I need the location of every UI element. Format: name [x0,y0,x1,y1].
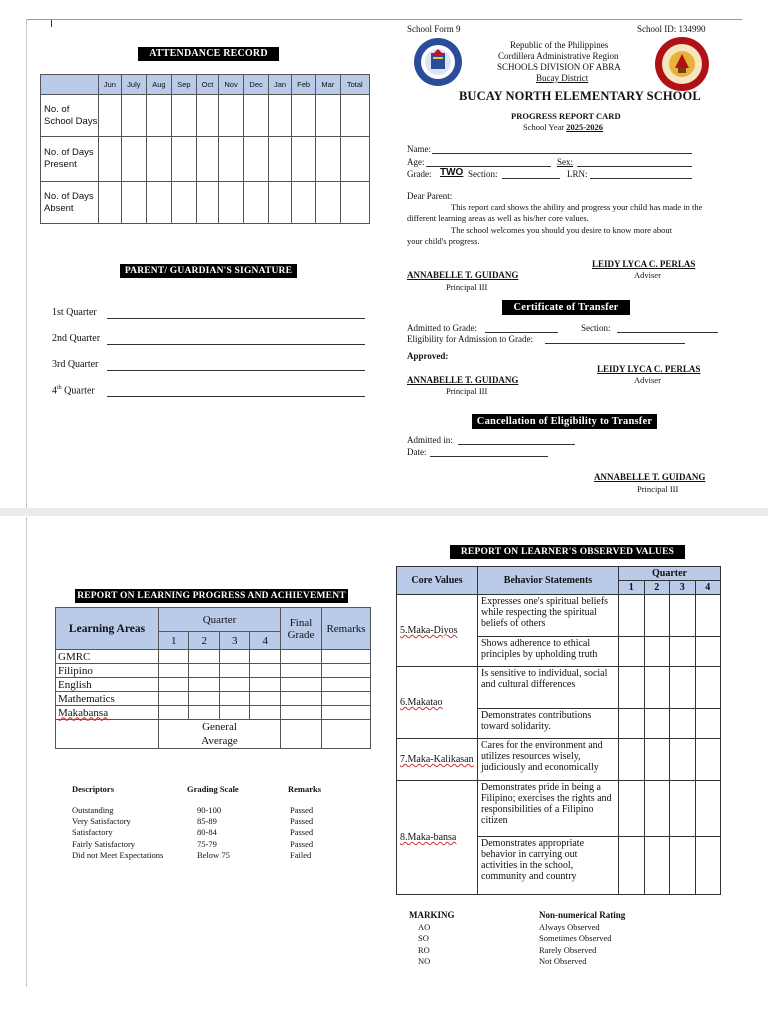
grading-desc-5: Did not Meet Expectations [72,850,164,860]
ov-stmt-2b: Demonstrates contributions toward solidarity. [478,709,619,739]
lp-area-filipino: Filipino [56,664,159,678]
att-head-nov: Nov [219,75,244,95]
greeting: Dear Parent: [407,191,453,201]
adviser-title-1: Adviser [634,270,661,280]
school-form: School Form 9 [407,24,461,34]
grading-scale-5: Below 75 [197,850,230,860]
att-head-aug: Aug [146,75,171,95]
lp-q4: 4 [250,632,281,650]
principal-title-1: Principal III [446,282,488,292]
date-line [430,456,548,457]
eligibility-line [545,343,685,344]
principal-name-3: ANNABELLE T. GUIDANG [594,472,706,482]
cancel-title: Cancellation of Eligibility to Transfer [472,414,657,429]
rating-ao: Always Observed [539,922,600,932]
ov-head-quarter: Quarter [619,567,721,581]
q4-num: 4 [52,385,57,397]
sex-line [577,166,692,167]
principal-name-2: ANNABELLE T. GUIDANG [407,375,519,385]
att-head-feb: Feb [291,75,315,95]
ov-head-core: Core Values [397,567,478,595]
quarter-2-line [107,344,365,345]
ov-value-1: 5.Maka-Diyos [397,595,478,667]
lp-q3: 3 [219,632,249,650]
transfer-section-label: Section: [581,323,611,333]
quarter-4-line [107,396,365,397]
section-line [502,178,560,179]
rating-no: Not Observed [539,956,587,966]
grading-head-remarks: Remarks [288,784,322,794]
section-label: Section: [468,169,498,179]
eligibility-label: Eligibility for Admission to Grade: [407,334,533,344]
school-id: School ID: 134990 [637,24,706,34]
ov-q2: 2 [644,581,670,595]
att-row-present: No. of Days Present [41,137,99,182]
att-head-sep: Sep [171,75,196,95]
grade-label: Grade: [407,169,432,179]
grading-head-desc: Descriptors [72,784,115,794]
rating-ro: Rarely Observed [539,945,597,955]
signature-title: PARENT/ GUARDIAN'S SIGNATURE [120,264,297,278]
grading-rem-4: Passed [290,839,314,849]
grading-rem-1: Passed [290,805,314,815]
att-head-jun: Jun [99,75,122,95]
left-margin-line [26,19,27,509]
lp-area-makabansa: Makabansa [56,706,159,720]
sy-value: 2025-2026 [566,122,604,132]
republic-text: Republic of the Philippines [510,40,609,50]
principal-name-1: ANNABELLE T. GUIDANG [407,270,519,280]
letter-p2b: your child's progress. [407,236,480,246]
marking-ro: RO [418,945,430,955]
grading-desc-3: Satisfactory [72,827,113,837]
ov-value-2: 6.Makatao [397,667,478,739]
att-head-mar: Mar [316,75,340,95]
lp-q2: 2 [189,632,219,650]
marking-ao: AO [418,922,431,932]
lp-head-final: Final Grade [281,608,322,650]
school-name: BUCAY NORTH ELEMENTARY SCHOOL [459,89,701,103]
date-label: Date: [407,447,427,457]
quarter-1-line [107,318,365,319]
transfer-title: Certificate of Transfer [502,300,630,315]
ov-head-behavior: Behavior Statements [478,567,619,595]
rating-head: Non-numerical Rating [539,910,626,920]
quarter-2-label: 2nd Quarter [52,333,101,344]
marking-so: SO [418,933,429,943]
marking-no: NO [418,956,431,966]
page-gap [0,508,768,516]
att-head-blank [41,75,99,95]
att-row-absent: No. of Days Absent [41,182,99,224]
cursor-mark [51,20,52,27]
ov-stmt-1b: Shows adherence to ethical principles by upholding truth [478,637,619,667]
lp-q1: 1 [159,632,189,650]
letter-p2a: The school welcomes you should you desire to know more about [451,225,672,235]
report-title: PROGRESS REPORT CARD [511,111,621,121]
ov-q1: 1 [619,581,645,595]
sy-label: School Year [523,122,567,132]
lp-area-math: Mathematics [56,692,159,706]
lp-head-remarks: Remarks [322,608,371,650]
grading-scale-3: 80-84 [197,827,217,837]
grading-rem-5: Failed [290,850,312,860]
rating-so: Sometimes Observed [539,933,612,943]
admitted-in-line [458,444,575,445]
grading-desc-1: Outstanding [72,805,114,815]
att-head-july: July [121,75,146,95]
attendance-title: ATTENDANCE RECORD [138,47,279,61]
grading-desc-2: Very Satisfactory [72,816,131,826]
quarter-1-label: 1st Quarter [52,307,97,318]
ov-q4: 4 [695,581,721,595]
marking-head: MARKING [409,910,455,920]
adviser-title-2: Adviser [634,375,661,385]
principal-title-3: Principal III [637,484,679,494]
ov-stmt-1a: Expresses one's spiritual beliefs while respecting the spiritual beliefs of others [478,595,619,637]
learning-title: REPORT ON LEARNING PROGRESS AND ACHIEVEMENT [75,589,348,603]
ov-stmt-4a: Demonstrates pride in being a Filipino; exercises the rights and responsibilities of a Filipino citizen [478,781,619,837]
ov-value-3: 7.Maka-Kalikasan [397,739,478,781]
adviser-name-1: LEIDY LYCA C. PERLAS [592,259,696,269]
grading-head-scale: Grading Scale [187,784,239,794]
admitted-grade-label: Admitted to Grade: [407,323,477,333]
admitted-grade-line [485,332,558,333]
region-text: Cordillera Administrative Region [498,51,619,61]
grade-value: TWO [440,167,464,178]
lp-general-average: General Average [159,720,281,749]
ov-stmt-4b: Demonstrates appropriate behavior in carrying out activities in the school, community and country [478,837,619,895]
school-seal-icon [651,36,713,92]
adviser-name-2: LEIDY LYCA C. PERLAS [597,364,701,374]
lrn-label: LRN: [567,169,588,179]
top-rule [26,19,742,20]
quarter-3-line [107,370,365,371]
principal-title-2: Principal III [446,386,488,396]
grading-rem-3: Passed [290,827,314,837]
q4-sup: th [57,385,62,391]
sex-label: Sex: [557,157,574,167]
age-label: Age: [407,157,425,167]
att-head-dec: Dec [244,75,269,95]
ov-value-4: 8.Maka-bansa [397,781,478,895]
att-head-total: Total [340,75,369,95]
lp-head-area: Learning Areas [56,608,159,650]
grading-desc-4: Fairly Satisfactory [72,839,136,849]
att-row-school-days: No. of School Days [41,95,99,137]
grading-rem-2: Passed [290,816,314,826]
grading-scale-1: 90-100 [197,805,222,815]
values-title: REPORT ON LEARNER'S OBSERVED VALUES [450,545,685,559]
admitted-in-label: Admitted in: [407,435,453,445]
grading-scale-4: 75-79 [197,839,217,849]
quarter-4-label [52,385,95,396]
attendance-table [40,74,370,224]
division-text: SCHOOLS DIVISION OF ABRA [497,62,621,72]
ov-q3: 3 [670,581,696,595]
deped-seal-icon [413,37,463,87]
left-margin-line-2 [26,517,27,987]
q4-text: Quarter [61,385,95,397]
lrn-line [590,178,692,179]
ov-stmt-2a: Is sensitive to individual, social and cultural differences [478,667,619,709]
lp-head-quarter: Quarter [159,608,281,632]
att-head-jan: Jan [269,75,292,95]
name-label: Name: [407,144,431,154]
district-text: Bucay District [536,73,589,83]
letter-p1: This report card shows the ability and progress your child has made in the different learning areas as well as his/her core values. [407,202,703,223]
school-year [523,122,603,132]
ov-stmt-3a: Cares for the environment and utilizes resources wisely, judiciously and economically [478,739,619,781]
att-head-oct: Oct [196,75,218,95]
name-line [432,153,692,154]
grading-scale-2: 85-89 [197,816,217,826]
transfer-section-line [617,332,718,333]
learning-table [55,607,371,749]
lp-area-gmrc: GMRC [56,650,159,664]
lp-area-english: English [56,678,159,692]
values-table [396,566,721,895]
approved-label: Approved: [407,351,449,361]
quarter-3-label: 3rd Quarter [52,359,99,370]
